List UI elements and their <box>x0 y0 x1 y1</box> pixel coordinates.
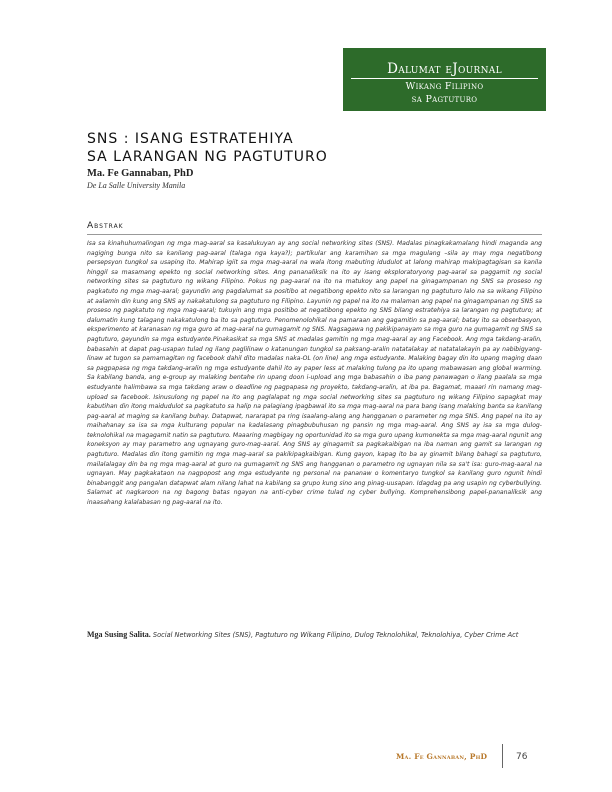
journal-subtitle-line1: Wikang Filipino <box>405 81 484 92</box>
footer-divider <box>502 744 503 768</box>
abstract-divider <box>87 234 542 235</box>
keywords-text: Social Networking Sites (SNS), Pagtuturo ng Wikang Filipino, Dulog Teknolohikal, Teknolohiya, Cyber Crime Act <box>152 631 519 639</box>
journal-name: Dalumat eJournal <box>387 61 502 77</box>
journal-subtitle-line2: sa Pagtuturo <box>411 94 478 105</box>
keywords-label: Mga Susing Salita. <box>87 630 151 639</box>
author-name: Ma. Fe Gannaban, PhD <box>87 168 194 179</box>
article-title-line2: SA LARANGAN NG PAGTUTURO <box>87 149 328 165</box>
abstract-heading: Abstrak <box>87 221 124 231</box>
banner-divider <box>351 78 538 79</box>
page-number: 76 <box>516 752 528 762</box>
journal-banner <box>343 48 546 111</box>
author-affiliation: De La Salle University Manila <box>87 181 186 190</box>
keywords-block <box>87 630 542 640</box>
article-title-line1: SNS : ISANG ESTRATEHIYA <box>87 131 294 147</box>
abstract-body: Isa sa kinahuhumalingan ng mga mag-aaral sa kasalukuyan ay ang social networking sites (SNS). Madalas pinagkakamalang hindi maganda ang nagiging bunga nito sa kanilang pag-aaral (talaga nga kaya?); partikular ang karamihan sa mga magulang –sila ay may mga negatibong persepsyon tungkol sa usaping ito. Mahirap igiit sa mga mag-aaral na wala itong mabuting idudulot at lalong mahirap makipagtagisan sa kanila hinggil sa masamang epekto ng social networking sites. Ang pananaliksik na ito ay isang eksploratoryong pag-aaral sa paggamit ng social networking sites sa pagtuturo ng wikang Filipino. Pokus ng pag-aaral na ito na matukoy ang papel na ginagampanan ng SNS sa proseso ng pagkatuto ng mga mag-aaral; gayundin ang pagdalumat sa positibo at negatibong epekto nito sa larangan ng pagtuturo lalo na sa wikang Filipino at aalamin din kung ang SNS ay nakakatulong sa pagtuturo ng Filipino. Layunin ng papel na ito na malaman ang papel na ginagampanan ng SNS sa proseso ng pagkatuto ng mga mag-aaral; tukuyin ang mga positibo at negatibong epekto ng SNS bilang estratehiya sa larangan ng pagtuturo; at dalumatin kung talagang nakakatulong ba ito sa pagtuturo. Penomenolohikal na pamaraan ang gagamitin sa pag-aaral; batay ito sa obserbasyon, eksperimento at karanasan ng mga guro at mag-aaral na gumagamit ng SNS. Nagsagawa ng pakikipanayam sa mga guro na gumagamit ng SNS sa pagtuturo, gayundin sa mga estudyante.Pinakasikat sa mga SNS at madalas gamitin ng mga mag-aaral ay ang Facebook. Ang mga takdang-aralin, babasahin at dapat pag-usapan tulad ng ilang paglilinaw o katanungan tungkol sa paksang-aralin natatalakay at natatalakayin pa ay nabibigyang-linaw at tugon sa pamamagitan ng facebook dahil dito madalas naka-OL (on line) ang mga estudyante. Malaking bagay din ito upang maging daan sa pagpapasa ng mga takdang-aralin ng mga estudyante dahil ito ay paper less at malaking tulong pa ito upang mabawasan ang global warming. Sa kabilang banda, ang e-group ay malaking bentahe rin upang doon i-upload ang mga babasahin o iba pang panawagan o ilang paalala sa mga estudyante halimbawa sa mga takdang araw o deadline ng pagpapasa ng proyekto, takdang-aralin, at iba pa. Bagamat, maaari rin namang mag-upload sa facebook. Isinusulong ng papel na ito ang paglalapat ng mga social networking sites sa pagtuturo ng wikang Filipino sapagkat may kabutihan din itong maidudulot sa pagkatuto sa halip na palagiang ipagbawal ito sa mga mag-aaral na para bang isang malaking banta sa kanilang pag-aaral at maging sa kanilang buhay. Datapwat, nararapat pa ring isaalang-alang ang hangganan o parameter ng mga SNS. Ang papel na ito ay maihahanay sa isa sa mga kulturang popular na kadalasang pinagbubuhusan ng pansin ng mga mag-aaral. Ang SNS ay isa sa mga dulog- teknolohikal na magagamit natin sa pagtuturo. Maaaring magbigay ng oportunidad ito sa mga guro upang kumonekta sa mga mag-aaral ngunit ang koneksyon ay may parametro ang ugnayang guro-mag-aaral. Ang SNS ay ginagamit sa pagkakaibigan na iba naman ang gamit sa larangan ng pagtuturo. Madalas din itong gamitin ng mga mag-aaral sa pakikipagkaibigan. Kung gayon, kapag ito ba ay ginamit bilang bahagi sa pagtuturo, mailalalagay din ba ng mga mag-aaral at guro na gumagamit ng SNS ang hangganan o parametro ng ugnayan nila sa sa't isa: guro-mag-aaral na ugnayan. May pagkakataon na nagpopost ang mga estudyante ng personal na pananaw o komentaryo tungkol sa kanilang guro ngunit hindi binabanggit ang pangalan datapwat alam nilang lahat na kabilang sa grupo kung sino ang pinag-uusapan. Idagdag pa ang usapin ng cyberbullying. Salamat at nagkaroon na ng bagong batas ngayon na anti-cyber crime tulad ng cyber bullying. Komprehensibong papel-pananaliksik ang inaasahang kalalabasan ng pag-aaral na ito. <box>87 240 542 507</box>
footer-author: Ma. Fe Gannaban, PhD <box>396 752 488 761</box>
